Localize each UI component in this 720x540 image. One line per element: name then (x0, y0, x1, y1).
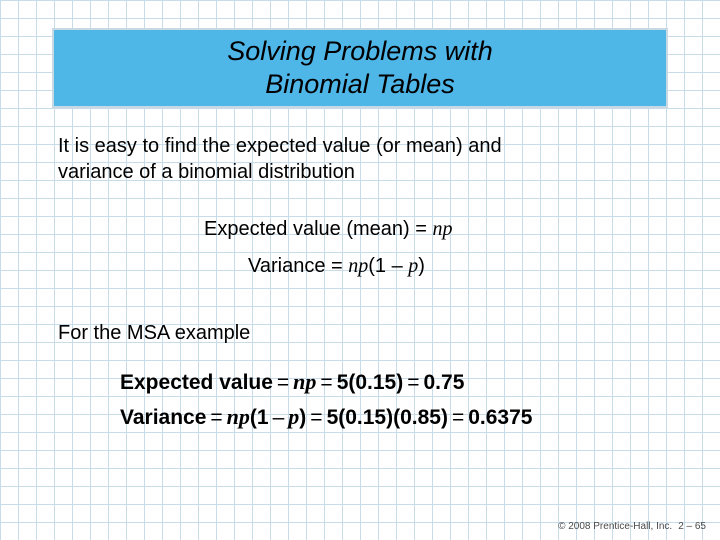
calc-variance-eq1: = (210, 406, 223, 429)
variance-label: Variance = (248, 255, 349, 277)
calc-variance-close: ) (299, 406, 307, 429)
variance-calculation (120, 403, 532, 432)
slide-footer (552, 521, 706, 532)
variance-formula (248, 253, 425, 279)
slide-number: 2 – 65 (678, 521, 706, 532)
expected-value-calculation (120, 368, 464, 397)
variance-open: (1 – (368, 255, 409, 277)
calc-variance-product: 5(0.15)(0.85) (326, 406, 448, 429)
calc-variance-p: p (288, 404, 300, 429)
expected-value-expression: np (432, 218, 453, 240)
intro-line-1: It is easy to find the expected value (or mean) and (58, 135, 502, 157)
variance-np: np (348, 255, 369, 277)
title-box (52, 28, 668, 108)
calc-expected-eq3: = (407, 371, 420, 394)
calc-expected-eq2: = (320, 371, 333, 394)
calc-variance-eq3: = (451, 406, 465, 429)
msa-example-heading: For the MSA example (58, 322, 251, 344)
calc-variance-label: Variance (120, 406, 207, 429)
calc-expected-np: np (293, 369, 317, 394)
calc-expected-eq1: = (276, 371, 290, 394)
variance-close: ) (418, 255, 425, 277)
calc-variance-eq2: = (310, 406, 323, 429)
slide-title-line-2: Binomial Tables (265, 69, 455, 99)
copyright-text: © 2008 Prentice-Hall, Inc. (558, 521, 673, 532)
calc-variance-open: (1 (249, 406, 269, 429)
calc-variance-minus: – (272, 406, 285, 429)
calc-expected-label: Expected value (120, 371, 273, 394)
intro-line-2: variance of a binomial distribution (58, 161, 355, 183)
calc-expected-result: 0.75 (423, 371, 465, 394)
expected-value-label: Expected value (mean) = (204, 218, 433, 240)
intro-text (58, 133, 658, 185)
calc-variance-result: 0.6375 (468, 406, 533, 429)
calc-expected-product: 5(0.15) (336, 371, 404, 394)
variance-p: p (408, 255, 419, 277)
expected-value-formula (204, 216, 452, 242)
slide-title-line-1: Solving Problems with (227, 36, 493, 66)
calc-variance-np: np (226, 404, 250, 429)
